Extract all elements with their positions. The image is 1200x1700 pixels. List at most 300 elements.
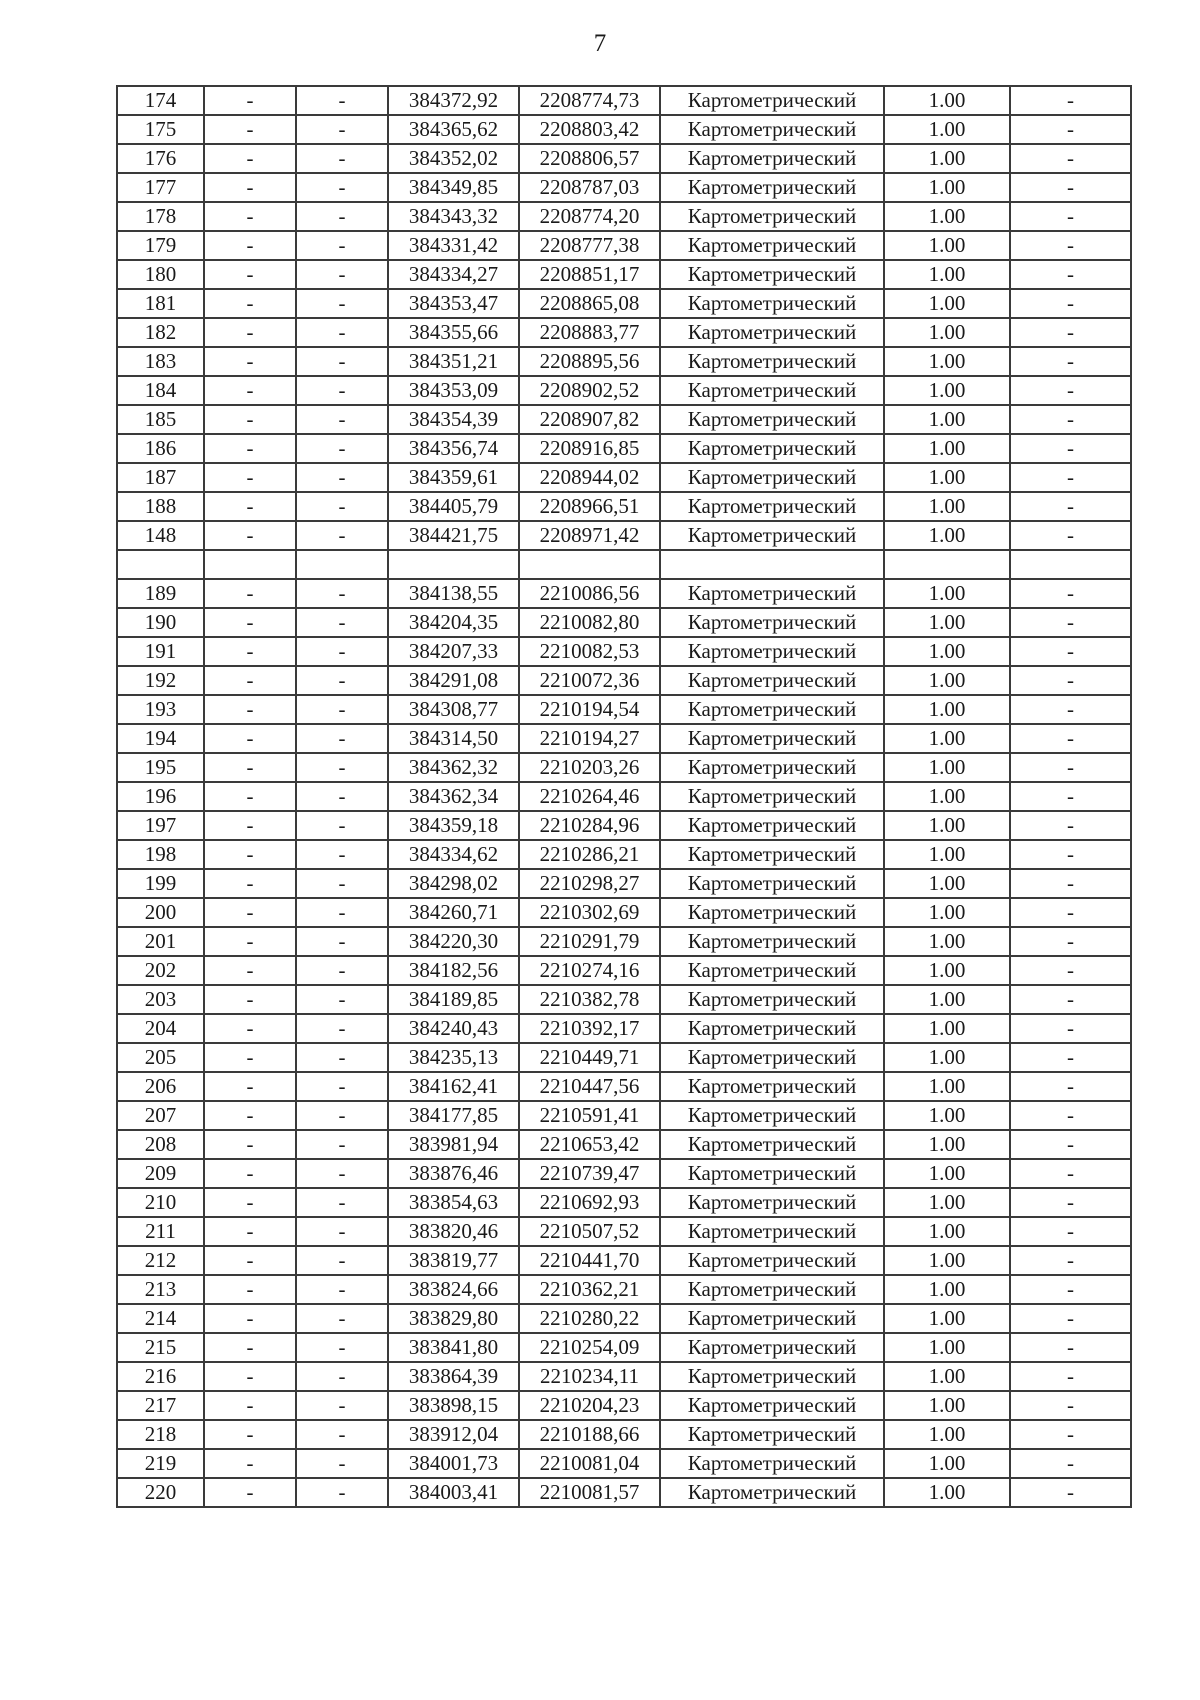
- method-cell: Картометрический: [660, 898, 884, 927]
- point-number-cell: 220: [117, 1478, 204, 1507]
- x-coordinate-cell: 384334,62: [388, 840, 519, 869]
- accuracy-cell: 1.00: [884, 1188, 1010, 1217]
- cell-col8: -: [1010, 405, 1131, 434]
- point-number-cell: 178: [117, 202, 204, 231]
- point-number-cell: 180: [117, 260, 204, 289]
- method-cell: Картометрический: [660, 1362, 884, 1391]
- method-cell: Картометрический: [660, 811, 884, 840]
- method-cell: Картометрический: [660, 1333, 884, 1362]
- table-row: [117, 869, 1131, 898]
- point-number-cell: 212: [117, 1246, 204, 1275]
- x-coordinate-cell: 384421,75: [388, 521, 519, 550]
- table-row: [117, 782, 1131, 811]
- cell-col2: -: [204, 1449, 296, 1478]
- cell-col2: -: [204, 173, 296, 202]
- method-cell: Картометрический: [660, 1072, 884, 1101]
- x-coordinate-cell: 384349,85: [388, 173, 519, 202]
- y-coordinate-cell: 2208787,03: [519, 173, 660, 202]
- point-number-cell: 184: [117, 376, 204, 405]
- table-row: [117, 608, 1131, 637]
- point-number-cell: 176: [117, 144, 204, 173]
- y-coordinate-cell: 2208865,08: [519, 289, 660, 318]
- method-cell: Картометрический: [660, 1391, 884, 1420]
- accuracy-cell: 1.00: [884, 1449, 1010, 1478]
- y-coordinate-cell: 2210382,78: [519, 985, 660, 1014]
- cell-col8: -: [1010, 869, 1131, 898]
- cell-col3: -: [296, 811, 388, 840]
- accuracy-cell: 1.00: [884, 521, 1010, 550]
- point-number-cell: 216: [117, 1362, 204, 1391]
- cell-col3: -: [296, 521, 388, 550]
- cell-col2: -: [204, 666, 296, 695]
- y-coordinate-cell: 2208806,57: [519, 144, 660, 173]
- cell-col3: -: [296, 1130, 388, 1159]
- x-coordinate-cell: 384207,33: [388, 637, 519, 666]
- x-coordinate-cell: 384003,41: [388, 1478, 519, 1507]
- table-row: [117, 115, 1131, 144]
- cell-col8: -: [1010, 666, 1131, 695]
- cell-col2: -: [204, 1275, 296, 1304]
- cell-col3: -: [296, 1217, 388, 1246]
- accuracy-cell: 1.00: [884, 579, 1010, 608]
- cell-col8: -: [1010, 985, 1131, 1014]
- cell-col8: -: [1010, 289, 1131, 318]
- cell-col8: -: [1010, 318, 1131, 347]
- cell-col3: -: [296, 1014, 388, 1043]
- accuracy-cell: 1.00: [884, 1014, 1010, 1043]
- cell-col8: -: [1010, 1449, 1131, 1478]
- table-row: [117, 463, 1131, 492]
- point-number-cell: 204: [117, 1014, 204, 1043]
- table-row: [117, 173, 1131, 202]
- cell-col8: -: [1010, 579, 1131, 608]
- accuracy-cell: 1.00: [884, 1420, 1010, 1449]
- cell-col2: -: [204, 1130, 296, 1159]
- accuracy-cell: 1.00: [884, 376, 1010, 405]
- x-coordinate-cell: 383819,77: [388, 1246, 519, 1275]
- y-coordinate-cell: 2210449,71: [519, 1043, 660, 1072]
- cell-col2: -: [204, 1391, 296, 1420]
- accuracy-cell: 1.00: [884, 347, 1010, 376]
- cell-col2: -: [204, 318, 296, 347]
- point-number-cell: 179: [117, 231, 204, 260]
- accuracy-cell: 1.00: [884, 86, 1010, 115]
- cell-col3: -: [296, 1362, 388, 1391]
- method-cell: Картометрический: [660, 1420, 884, 1449]
- cell-col8: -: [1010, 1130, 1131, 1159]
- table-row: [117, 1217, 1131, 1246]
- table-row: [117, 840, 1131, 869]
- accuracy-cell: 1.00: [884, 318, 1010, 347]
- accuracy-cell: 1.00: [884, 1101, 1010, 1130]
- x-coordinate-cell: 384314,50: [388, 724, 519, 753]
- point-number-cell: 217: [117, 1391, 204, 1420]
- cell-col8: -: [1010, 1246, 1131, 1275]
- accuracy-cell: 1.00: [884, 202, 1010, 231]
- cell-col2: -: [204, 1014, 296, 1043]
- method-cell: Картометрический: [660, 376, 884, 405]
- y-coordinate-cell: 2210441,70: [519, 1246, 660, 1275]
- cell-col2: -: [204, 492, 296, 521]
- point-number-cell: 185: [117, 405, 204, 434]
- cell-col8: -: [1010, 434, 1131, 463]
- accuracy-cell: 1.00: [884, 1391, 1010, 1420]
- y-coordinate-cell: 2210362,21: [519, 1275, 660, 1304]
- accuracy-cell: [884, 550, 1010, 579]
- y-coordinate-cell: 2210188,66: [519, 1420, 660, 1449]
- cell-col3: -: [296, 927, 388, 956]
- accuracy-cell: 1.00: [884, 1072, 1010, 1101]
- point-number-cell: 196: [117, 782, 204, 811]
- method-cell: Картометрический: [660, 1159, 884, 1188]
- coordinates-table-body: [117, 86, 1131, 1507]
- point-number-cell: 218: [117, 1420, 204, 1449]
- coordinates-table: [116, 85, 1132, 1508]
- cell-col2: -: [204, 1420, 296, 1449]
- cell-col8: -: [1010, 115, 1131, 144]
- table-row: [117, 1188, 1131, 1217]
- point-number-cell: 175: [117, 115, 204, 144]
- x-coordinate-cell: 383854,63: [388, 1188, 519, 1217]
- cell-col2: -: [204, 1188, 296, 1217]
- point-number-cell: 189: [117, 579, 204, 608]
- x-coordinate-cell: 384405,79: [388, 492, 519, 521]
- y-coordinate-cell: 2208971,42: [519, 521, 660, 550]
- table-row: [117, 1043, 1131, 1072]
- table-row: [117, 1101, 1131, 1130]
- point-number-cell: 199: [117, 869, 204, 898]
- method-cell: Картометрический: [660, 1217, 884, 1246]
- cell-col3: -: [296, 666, 388, 695]
- accuracy-cell: 1.00: [884, 1304, 1010, 1333]
- cell-col3: -: [296, 463, 388, 492]
- y-coordinate-cell: 2210392,17: [519, 1014, 660, 1043]
- cell-col3: -: [296, 376, 388, 405]
- y-coordinate-cell: 2210739,47: [519, 1159, 660, 1188]
- cell-col2: -: [204, 869, 296, 898]
- page-number: 7: [593, 30, 607, 57]
- method-cell: Картометрический: [660, 434, 884, 463]
- cell-col3: -: [296, 144, 388, 173]
- y-coordinate-cell: 2208774,73: [519, 86, 660, 115]
- cell-col3: -: [296, 1391, 388, 1420]
- cell-col3: -: [296, 753, 388, 782]
- point-number-cell: 187: [117, 463, 204, 492]
- method-cell: Картометрический: [660, 115, 884, 144]
- x-coordinate-cell: 383841,80: [388, 1333, 519, 1362]
- cell-col2: -: [204, 434, 296, 463]
- table-row: [117, 202, 1131, 231]
- table-row: [117, 927, 1131, 956]
- point-number-cell: 215: [117, 1333, 204, 1362]
- x-coordinate-cell: 384177,85: [388, 1101, 519, 1130]
- cell-col3: -: [296, 173, 388, 202]
- y-coordinate-cell: 2208895,56: [519, 347, 660, 376]
- method-cell: Картометрический: [660, 1246, 884, 1275]
- x-coordinate-cell: 384308,77: [388, 695, 519, 724]
- method-cell: Картометрический: [660, 289, 884, 318]
- point-number-cell: 174: [117, 86, 204, 115]
- y-coordinate-cell: 2210081,57: [519, 1478, 660, 1507]
- cell-col3: -: [296, 724, 388, 753]
- cell-col8: -: [1010, 840, 1131, 869]
- table-row: [117, 347, 1131, 376]
- method-cell: Картометрический: [660, 231, 884, 260]
- cell-col3: -: [296, 1420, 388, 1449]
- method-cell: Картометрический: [660, 318, 884, 347]
- y-coordinate-cell: 2210082,53: [519, 637, 660, 666]
- cell-col3: -: [296, 985, 388, 1014]
- method-cell: Картометрический: [660, 1449, 884, 1478]
- cell-col2: -: [204, 144, 296, 173]
- cell-col3: -: [296, 1159, 388, 1188]
- y-coordinate-cell: 2210298,27: [519, 869, 660, 898]
- y-coordinate-cell: 2208774,20: [519, 202, 660, 231]
- cell-col2: -: [204, 956, 296, 985]
- x-coordinate-cell: 383820,46: [388, 1217, 519, 1246]
- accuracy-cell: 1.00: [884, 811, 1010, 840]
- cell-col8: -: [1010, 347, 1131, 376]
- method-cell: Картометрический: [660, 347, 884, 376]
- cell-col3: -: [296, 434, 388, 463]
- accuracy-cell: 1.00: [884, 231, 1010, 260]
- x-coordinate-cell: 384356,74: [388, 434, 519, 463]
- table-row: [117, 492, 1131, 521]
- method-cell: Картометрический: [660, 608, 884, 637]
- x-coordinate-cell: 384355,66: [388, 318, 519, 347]
- y-coordinate-cell: 2210653,42: [519, 1130, 660, 1159]
- method-cell: Картометрический: [660, 956, 884, 985]
- point-number-cell: 191: [117, 637, 204, 666]
- table-row: [117, 1130, 1131, 1159]
- table-row: [117, 753, 1131, 782]
- method-cell: Картометрический: [660, 1304, 884, 1333]
- cell-col3: -: [296, 1333, 388, 1362]
- point-number-cell: 181: [117, 289, 204, 318]
- cell-col8: -: [1010, 1478, 1131, 1507]
- point-number-cell: 195: [117, 753, 204, 782]
- method-cell: Картометрический: [660, 463, 884, 492]
- method-cell: Картометрический: [660, 1043, 884, 1072]
- accuracy-cell: 1.00: [884, 782, 1010, 811]
- point-number-cell: 208: [117, 1130, 204, 1159]
- cell-col3: -: [296, 260, 388, 289]
- table-row: [117, 376, 1131, 405]
- cell-col2: -: [204, 115, 296, 144]
- cell-col2: -: [204, 1246, 296, 1275]
- method-cell: Картометрический: [660, 260, 884, 289]
- cell-col3: -: [296, 1101, 388, 1130]
- cell-col2: -: [204, 86, 296, 115]
- accuracy-cell: 1.00: [884, 869, 1010, 898]
- point-number-cell: 214: [117, 1304, 204, 1333]
- accuracy-cell: 1.00: [884, 434, 1010, 463]
- cell-col8: -: [1010, 1275, 1131, 1304]
- accuracy-cell: 1.00: [884, 1130, 1010, 1159]
- x-coordinate-cell: 384343,32: [388, 202, 519, 231]
- point-number-cell: 186: [117, 434, 204, 463]
- x-coordinate-cell: 383876,46: [388, 1159, 519, 1188]
- x-coordinate-cell: 384362,34: [388, 782, 519, 811]
- y-coordinate-cell: 2208883,77: [519, 318, 660, 347]
- accuracy-cell: 1.00: [884, 289, 1010, 318]
- cell-col8: -: [1010, 637, 1131, 666]
- method-cell: Картометрический: [660, 869, 884, 898]
- x-coordinate-cell: 384359,61: [388, 463, 519, 492]
- cell-col2: -: [204, 753, 296, 782]
- accuracy-cell: 1.00: [884, 1217, 1010, 1246]
- accuracy-cell: 1.00: [884, 985, 1010, 1014]
- y-coordinate-cell: 2208803,42: [519, 115, 660, 144]
- y-coordinate-cell: [519, 550, 660, 579]
- accuracy-cell: 1.00: [884, 724, 1010, 753]
- x-coordinate-cell: [388, 550, 519, 579]
- y-coordinate-cell: 2210286,21: [519, 840, 660, 869]
- cell-col8: -: [1010, 1188, 1131, 1217]
- cell-col8: -: [1010, 1072, 1131, 1101]
- y-coordinate-cell: 2210507,52: [519, 1217, 660, 1246]
- cell-col3: -: [296, 1188, 388, 1217]
- cell-col2: -: [204, 260, 296, 289]
- point-number-cell: 183: [117, 347, 204, 376]
- table-row: [117, 1449, 1131, 1478]
- cell-col3: -: [296, 1478, 388, 1507]
- table-separator-row: [117, 550, 1131, 579]
- method-cell: Картометрический: [660, 1101, 884, 1130]
- point-number-cell: 206: [117, 1072, 204, 1101]
- method-cell: Картометрический: [660, 144, 884, 173]
- x-coordinate-cell: 383981,94: [388, 1130, 519, 1159]
- cell-col3: -: [296, 579, 388, 608]
- point-number-cell: 148: [117, 521, 204, 550]
- cell-col3: -: [296, 869, 388, 898]
- accuracy-cell: 1.00: [884, 608, 1010, 637]
- cell-col3: -: [296, 405, 388, 434]
- y-coordinate-cell: 2208777,38: [519, 231, 660, 260]
- table-row: [117, 405, 1131, 434]
- method-cell: Картометрический: [660, 724, 884, 753]
- table-row: [117, 1246, 1131, 1275]
- y-coordinate-cell: 2210194,27: [519, 724, 660, 753]
- x-coordinate-cell: 384138,55: [388, 579, 519, 608]
- table-row: [117, 1362, 1131, 1391]
- accuracy-cell: 1.00: [884, 1246, 1010, 1275]
- point-number-cell: 193: [117, 695, 204, 724]
- point-number-cell: 202: [117, 956, 204, 985]
- table-row: [117, 1391, 1131, 1420]
- point-number-cell: 200: [117, 898, 204, 927]
- point-number-cell: 201: [117, 927, 204, 956]
- point-number-cell: 207: [117, 1101, 204, 1130]
- y-coordinate-cell: 2210194,54: [519, 695, 660, 724]
- cell-col2: -: [204, 898, 296, 927]
- method-cell: Картометрический: [660, 695, 884, 724]
- method-cell: Картометрический: [660, 521, 884, 550]
- accuracy-cell: 1.00: [884, 1043, 1010, 1072]
- cell-col2: -: [204, 405, 296, 434]
- method-cell: Картометрический: [660, 927, 884, 956]
- point-number-cell: 192: [117, 666, 204, 695]
- x-coordinate-cell: 384204,35: [388, 608, 519, 637]
- method-cell: Картометрический: [660, 1130, 884, 1159]
- y-coordinate-cell: 2210264,46: [519, 782, 660, 811]
- table-row: [117, 811, 1131, 840]
- cell-col2: -: [204, 202, 296, 231]
- y-coordinate-cell: 2210203,26: [519, 753, 660, 782]
- accuracy-cell: 1.00: [884, 173, 1010, 202]
- cell-col2: -: [204, 231, 296, 260]
- cell-col2: -: [204, 1333, 296, 1362]
- cell-col3: -: [296, 86, 388, 115]
- accuracy-cell: 1.00: [884, 405, 1010, 434]
- point-number-cell: 194: [117, 724, 204, 753]
- cell-col8: -: [1010, 753, 1131, 782]
- x-coordinate-cell: 383898,15: [388, 1391, 519, 1420]
- cell-col3: [296, 550, 388, 579]
- cell-col3: -: [296, 1449, 388, 1478]
- table-row: [117, 1159, 1131, 1188]
- table-row: [117, 231, 1131, 260]
- method-cell: [660, 550, 884, 579]
- cell-col8: -: [1010, 956, 1131, 985]
- cell-col3: -: [296, 1043, 388, 1072]
- x-coordinate-cell: 383864,39: [388, 1362, 519, 1391]
- cell-col2: -: [204, 811, 296, 840]
- point-number-cell: 198: [117, 840, 204, 869]
- cell-col3: -: [296, 782, 388, 811]
- point-number-cell: 190: [117, 608, 204, 637]
- x-coordinate-cell: 384359,18: [388, 811, 519, 840]
- cell-col2: -: [204, 579, 296, 608]
- cell-col8: -: [1010, 1391, 1131, 1420]
- cell-col8: -: [1010, 144, 1131, 173]
- y-coordinate-cell: 2208907,82: [519, 405, 660, 434]
- cell-col8: -: [1010, 1043, 1131, 1072]
- cell-col3: -: [296, 289, 388, 318]
- cell-col3: -: [296, 898, 388, 927]
- cell-col8: -: [1010, 724, 1131, 753]
- cell-col2: -: [204, 985, 296, 1014]
- cell-col8: -: [1010, 463, 1131, 492]
- cell-col8: -: [1010, 1014, 1131, 1043]
- x-coordinate-cell: 384240,43: [388, 1014, 519, 1043]
- cell-col2: -: [204, 608, 296, 637]
- cell-col2: -: [204, 1304, 296, 1333]
- cell-col8: -: [1010, 782, 1131, 811]
- table-row: [117, 1478, 1131, 1507]
- cell-col3: -: [296, 1275, 388, 1304]
- cell-col2: -: [204, 724, 296, 753]
- accuracy-cell: 1.00: [884, 840, 1010, 869]
- point-number-cell: [117, 550, 204, 579]
- x-coordinate-cell: 384220,30: [388, 927, 519, 956]
- point-number-cell: 219: [117, 1449, 204, 1478]
- y-coordinate-cell: 2210274,16: [519, 956, 660, 985]
- cell-col3: -: [296, 695, 388, 724]
- table-row: [117, 1420, 1131, 1449]
- cell-col2: -: [204, 1043, 296, 1072]
- accuracy-cell: 1.00: [884, 927, 1010, 956]
- accuracy-cell: 1.00: [884, 1362, 1010, 1391]
- method-cell: Картометрический: [660, 753, 884, 782]
- x-coordinate-cell: 384334,27: [388, 260, 519, 289]
- cell-col3: -: [296, 637, 388, 666]
- x-coordinate-cell: 384162,41: [388, 1072, 519, 1101]
- cell-col8: -: [1010, 898, 1131, 927]
- x-coordinate-cell: 384354,39: [388, 405, 519, 434]
- table-row: [117, 1072, 1131, 1101]
- point-number-cell: 213: [117, 1275, 204, 1304]
